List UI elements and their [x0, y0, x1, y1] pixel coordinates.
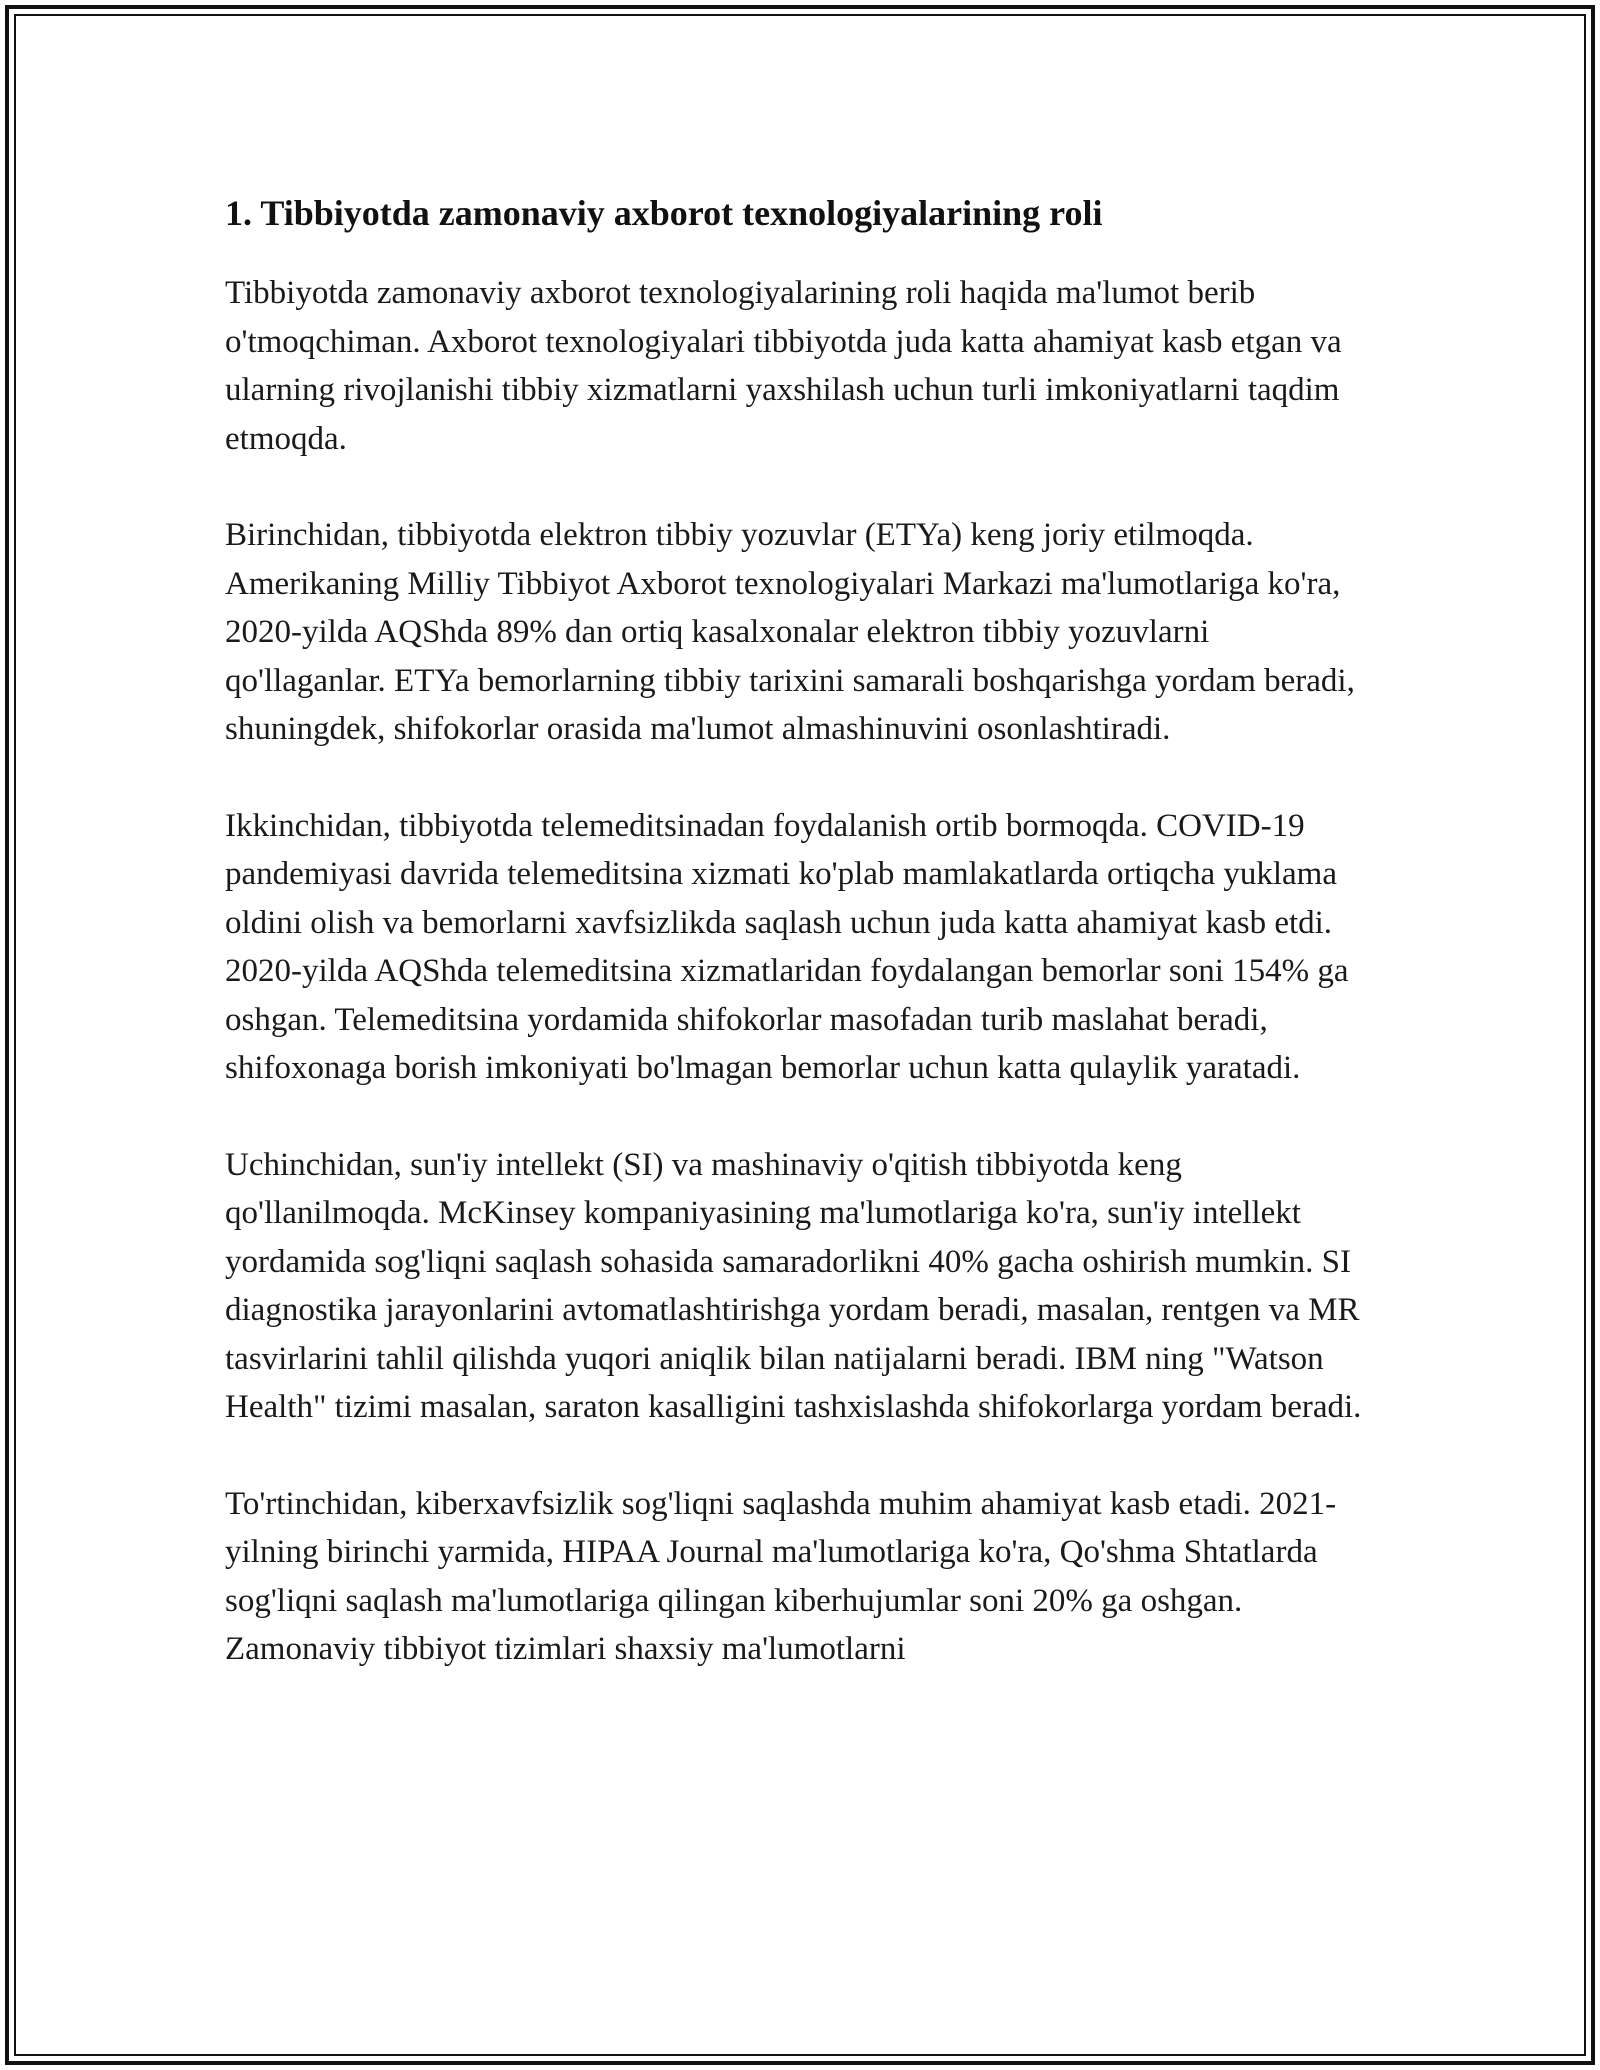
paragraph-fourth: To'rtinchidan, kiberxavfsizlik sog'liqni saqlashda muhim ahamiyat kasb etadi. 2021-yilning birinchi yarmida, HIPAA Journal ma'lumotlariga ko'ra, Qo'shma Shtatlarda sog'liqni saqlash ma'lumotlariga qilingan kiberhujumlar soni 20% ga oshgan. Zamonaviy tibbiyot tizimlari shaxsiy ma'lumotlarni: [225, 1485, 1337, 1667]
paragraph-third: Uchinchidan, sun'iy intellekt (SI) va mashinaviy o'qitish tibbiyotda keng qo'llanilmoqda. McKinsey kompaniyasining ma'lumotlariga ko'ra, sun'iy intellekt yordamida sog'liqni saqlash sohasida samaradorlikni 40% gacha oshirish mumkin. SI diagnostika jarayonlarini avtomatlashtirishga yordam beradi, masalan, rentgen va MR tasvirlarini tahlil qilishda yuqori aniqlik bilan natijalarni beradi. IBM ning "Watson Health" tizimi masalan, saraton kasalligini tashxislashda shifokorlarga yordam beradi.: [225, 1146, 1362, 1425]
paragraph-first: Birinchidan, tibbiyotda elektron tibbiy yozuvlar (ETYa) keng joriy etilmoqda. Amerikaning Milliy Tibbiyot Axborot texnologiyalari Markazi ma'lumotlariga ko'ra, 2020-yilda AQShda 89% dan ortiq kasalxonalar elektron tibbiy yozuvlarni qo'llaganlar. ETYa bemorlarning tibbiy tarixini samarali boshqarishga yordam beradi, shuningdek, shifokorlar orasida ma'lumot almashinuvini osonlashtiradi.: [225, 517, 1355, 747]
paragraph-intro: Tibbiyotda zamonaviy axborot texnologiyalarining roli haqida ma'lumot berib o'tmoqchiman. Axborot texnologiyalari tibbiyotda juda katta ahamiyat kasb etgan va ularning rivojlanishi tibbiy xizmatlarni yaxshilash uchun turli imkoniyatlarni taqdim etmoqda.: [225, 275, 1342, 457]
document-body: [225, 185, 1375, 1722]
section-heading: 1. Tibbiyotda zamonaviy axborot texnologiyalarining roli: [225, 193, 1103, 233]
paragraph-second: Ikkinchidan, tibbiyotda telemeditsinadan foydalanish ortib bormoqda. COVID-19 pandemiyasi davrida telemeditsina xizmati ko'plab mamlakatlarda ortiqcha yuklama oldini olish va bemorlarni xavfsizlikda saqlash uchun juda katta ahamiyat kasb etdi. 2020-yilda AQShda telemeditsina xizmatlaridan foydalangan bemorlar soni 154% ga oshgan. Telemeditsina yordamida shifokorlar masofadan turib maslahat beradi, shifoxonaga borish imkoniyati bo'lmagan bemorlar uchun katta qulaylik yaratadi.: [225, 807, 1349, 1086]
